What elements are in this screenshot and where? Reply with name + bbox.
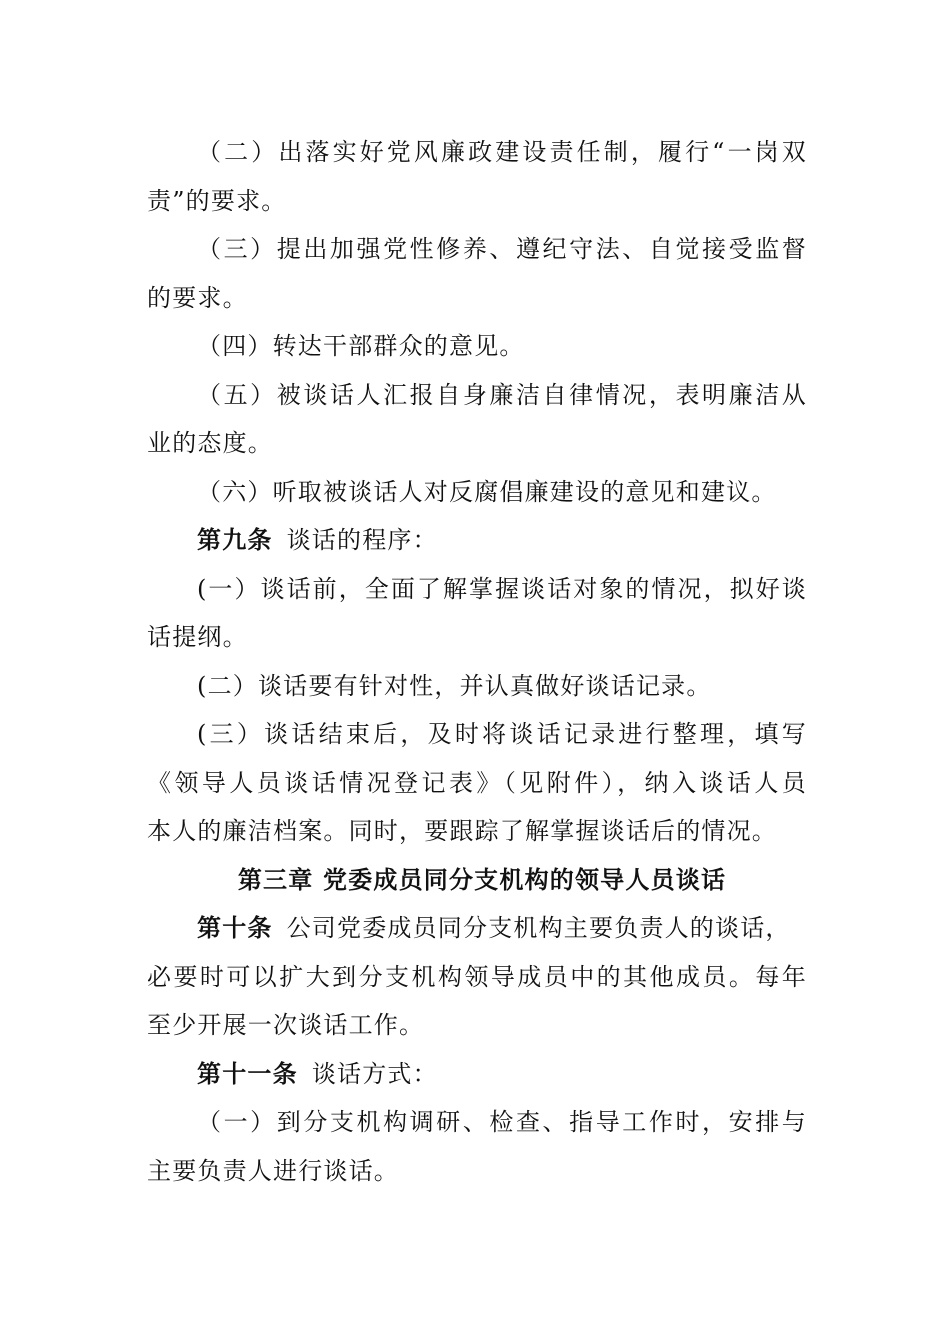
paragraph-line: 《领导人员谈话情况登记表》（见附件），纳入谈话人员 (147, 768, 807, 797)
paragraph-line: （六）听取被谈话人对反腐倡廉建设的意见和建议。 (197, 477, 777, 506)
paragraph-line: 至少开展一次谈话工作。 (147, 1011, 425, 1039)
paragraph-line: （四）转达干部群众的意见。 (197, 332, 525, 360)
paragraph-line: （三）提出加强党性修养、遵纪守法、自觉接受监督 (197, 235, 807, 263)
paragraph-line: (三）谈话结束后，及时将谈话记录进行整理，填写 (197, 720, 807, 748)
article-text: 公司党委成员同分支机构主要负责人的谈话， (286, 914, 791, 942)
article-text: 谈话的程序： (286, 526, 438, 554)
paragraph-line: (二）谈话要有针对性，并认真做好谈话记录。 (197, 671, 712, 700)
article-11 (147, 1050, 807, 1099)
paragraph-line: 必要时可以扩大到分支机构领导成员中的其他成员。每年 (147, 962, 807, 991)
paragraph-line: 的要求。 (147, 283, 248, 312)
article-label: 第十条 (197, 913, 273, 942)
article-text: 谈话方式： (311, 1059, 438, 1088)
paragraph-line: 本人的廉洁档案。同时，要跟踪了解掌握谈话后的情况。 (147, 817, 777, 845)
paragraph-line: 业的态度。 (147, 429, 273, 457)
paragraph-line: 话提纲。 (147, 623, 248, 651)
paragraph-line: (一）谈话前，全面了解掌握谈话对象的情况，拟好谈 (197, 574, 807, 603)
paragraph-line: 责”的要求。 (147, 186, 287, 215)
article-label: 第九条 (197, 525, 273, 554)
paragraph-line: （二）出落实好党风廉政建设责任制，履行“一岗双 (197, 138, 807, 166)
article-9 (147, 516, 807, 565)
chapter-heading: 第三章 党委成员同分支机构的领导人员谈话 (237, 864, 727, 894)
paragraph-line: （一）到分支机构调研、检查、指导工作时，安排与 (197, 1108, 807, 1136)
document-page (147, 128, 807, 1195)
article-label: 第十一条 (197, 1058, 298, 1088)
paragraph-line: （五）被谈话人汇报自身廉洁自律情况，表明廉洁从 (197, 380, 807, 409)
paragraph-line: 主要负责人进行谈话。 (147, 1156, 399, 1185)
article-10 (147, 904, 807, 953)
